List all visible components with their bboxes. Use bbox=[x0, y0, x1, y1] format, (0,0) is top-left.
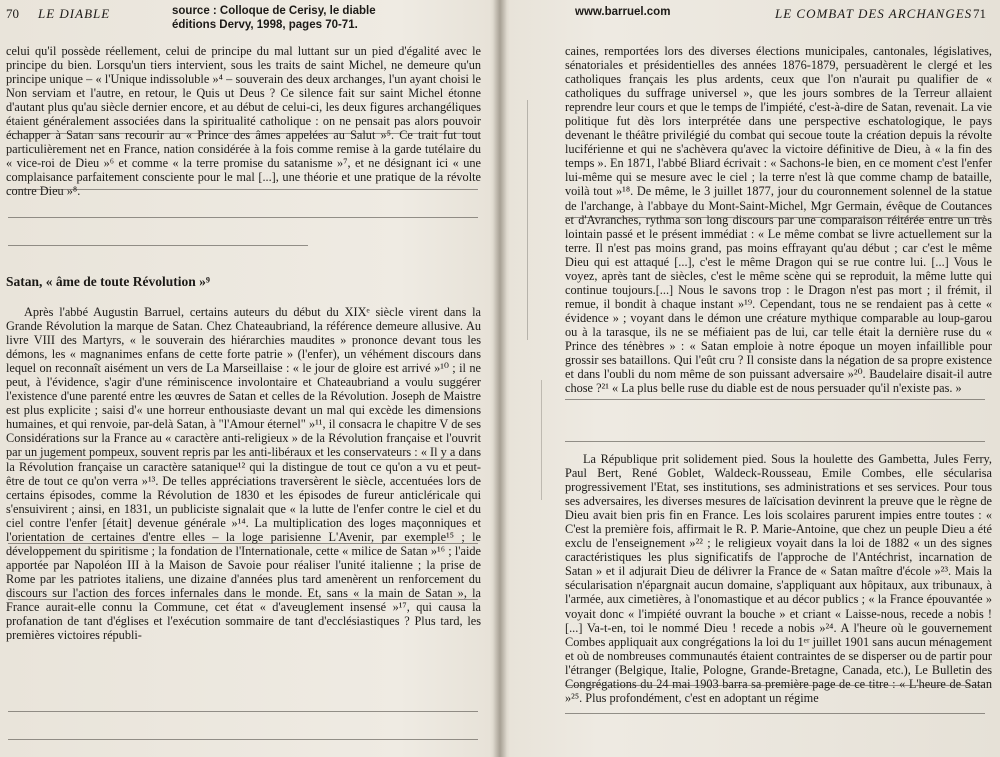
pencil-underline bbox=[565, 217, 985, 218]
right-header bbox=[505, 4, 1000, 38]
margin-pencil-line bbox=[527, 100, 528, 340]
left-header bbox=[0, 4, 495, 38]
right-running-head: LE COMBAT DES ARCHANGES bbox=[775, 6, 973, 21]
pencil-underline bbox=[565, 713, 985, 714]
margin-pencil-line bbox=[541, 380, 542, 500]
left-running-head: LE DIABLE bbox=[38, 6, 111, 21]
source-note: source : Colloque de Cerisy, le diable éditions Dervy, 1998, pages 70-71. bbox=[172, 5, 376, 31]
right-page-number: 71 bbox=[973, 6, 986, 21]
pencil-underline bbox=[8, 133, 478, 134]
pencil-underline bbox=[8, 459, 478, 460]
right-paragraph-1: caines, remportées lors des diverses élections municipales, cantonales, législatives, sénatoriales et présidentielles des années 1876-1879, persuadèrent le clergé et les catholiques français les plus ardents, ceux que l'on n'aurait pu qualifier de « catholiques du suffrage universel », que les jours sombres de la Terreur allaient reprendre leur cours et que le temps de l'impiété, c'est-à-dire de Satan, revenait. La vie politique fut dès lors interprétée dans une perspective eschatologique, le pays devenant le théâtre privilégié du combat qui secoue toute la création depuis la révolte luciférienne et qui ne s'achèvera qu'avec la victoire définitive de Dieu, à « la fin des temps ». En 1871, l'abbé Bliard écrivait : « Sachons-le bien, en ce moment c'est l'enfer lui-même qui se mesure avec le ciel ; la terre n'est là que comme champ de bataille, voilà tout »¹⁸. De même, le 3 juillet 1877, jour du couronnement solennel de la statue de l'archange, à l'abbaye du Mont-Saint-Michel, Mgr Germain, évêque de Coutances et d'Avranches, rythma son long discours par une comparaison réitérée entre un très lointain passé et le présent immédiat : « Le même combat se livre actuellement sur la terre. Il n'est pas moins grand, pas moins effrayant qu'au début ; car c'est le même Dieu qui est attaqué [...], c'est le même Dragon qui se rue contre lui. [...] Vous le voyez, après tant de siècles, c'est le même scène qui se reproduit, la même lutte qui continue toujours.[...] Nous le savons trop : le Dragon n'est pas mort ; il frémit, il remue, il bondit à chaque instant »¹⁹. Cependant, tous ne se rendaient pas à cette « évidence » ; voyant dans le démon une créature mythique comparable au loup-garou ou à la tarasque, ils ne se méfiaient pas de lui, car telle était la dernière ruse du « Prince des ténèbres » : « Satan emploie à notre époque un moyen infaillible pour grossir ses bataillons. Qui l'eût cru ? Il consiste dans la négation de sa propre existence et dans l'oubli du nom même de son puissant adversaire »²⁰. Baudelaire disait-il autre chose ?²¹ « La plus belle ruse du diable est de nous persuader qu'il n'existe pas. » bbox=[565, 44, 992, 396]
pencil-underline bbox=[8, 189, 478, 190]
pencil-underline bbox=[8, 245, 308, 246]
left-main-paragraph: Après l'abbé Augustin Barruel, certains auteurs du début du XIXᵉ siècle virent dans la Grande Révolution la marque de Satan. Chez Chateaubriand, la référence demeure allusive. Au livre VIII des Martyrs, « le souverain des hiérarchies maudites » prononce devant tous les démons, les « magnanimes enfans de cette forte patrie » (l'enfer), un véhément discours dans lequel on reconnaît aisément un vers de La Marseillaise : « le jour de gloire est arrivé »¹⁰ ; il ne peut, à l'évidence, s'agir d'une réminiscence involontaire et Chateaubriand a voulu suggérer l'existence d'une parenté entre les œuvres de Satan et celles de la Révolution. Joseph de Maistre est plus explicite ; saisi d'« une horreur enthousiaste devant un mal qui excède les dimensions humaines, et qui renvoie, par-delà Satan, à "l'Amour éternel" »¹¹, il consacra le chapitre V de ses Considérations sur la France au « caractère anti-religieux » de la Révolution française et l'ouvrit par un jugement pompeux, souvent repris par les anti-libéraux et les conservateurs : « Il y a dans la Révolution française un caractère satanique¹² qui la distingue de tout ce qu'on a vu et peut-être de tout ce qu'on verra »¹³. De telles appréciations traversèrent le siècle, accentuées lors de certains épisodes, comme la Révolution de 1830 et les épisodes de fureur anticléricale qui s'ensuivirent ; ainsi, en 1831, un publiciste signalait que « la lutte de l'enfer contre le ciel et du ciel contre l'enfer [était] devenue générale »¹⁴. La multiplication des loges maçonniques et l'orientation de certaines d'entre elles – la loge parisienne L'Avenir, par exemple¹⁵ ; le développement du spiritisme ; la fondation de l'Internationale, cette « milice de Satan »¹⁶ ; l'aide apportée par Napoléon III à la Maison de Savoie pour réaliser l'unité italienne ; la prise de Rome par les patriotes italiens, une dizaine d'années plus tard amenèrent un renforcement du discours sur l'action des forces infernales dans le monde. Et, sans « la main de Satan », la France aurait-elle connu la Commune, cet état « d'aveuglement insensé »¹⁷, qui causa la profanation de tant d'églises et l'exécution sommaire de tant d'ecclésiastiques ? Plus tard, les premières victoires républi- bbox=[6, 305, 481, 643]
section-title: Satan, « âme de toute Révolution »⁹ bbox=[6, 274, 210, 289]
left-intro-paragraph: celui qu'il possède réellement, celui de principe du mal luttant sur un pied d'égalité avec le principe du bien. Lorsqu'un tiers intervient, sous les traits de saint Michel, ne demeure qu'un principe unique – « l'Unique indissoluble »⁴ – souverain des deux archanges, l'un ayant choisi le Non serviam et l'autre, en retour, le Quis ut Deus ? Ce silence fait sur saint Michel étonne d'autant plus qu'au siècle dernier encore, et au début de celui-ci, les deux figures archangéliques étaient généralement associées dans la spiritualité catholique : on ne pensait pas alors pouvoir échapper à Satan sans recourir au « Prince des âmes appelées au Salut »⁵. Ce trait fut tout particulièrement net en France, nation considérée à la fois comme remise à la garde tutélaire du « vice-roi de Dieu »⁶ et comme « la terre promise du satanisme »⁷, et ne désignant ici « une complaisance parfaitement consciente pour le mal [...], une théorie et une pratique de la révolte contre Dieu »⁸. bbox=[6, 44, 481, 199]
right-page bbox=[505, 0, 1000, 757]
pencil-underline bbox=[8, 711, 478, 712]
pencil-underline bbox=[565, 685, 985, 686]
left-page-number: 70 bbox=[6, 6, 19, 21]
left-intro-text bbox=[6, 44, 481, 244]
right-text-1 bbox=[565, 44, 992, 454]
pencil-underline bbox=[8, 543, 478, 544]
pencil-underline bbox=[8, 217, 478, 218]
right-text-2 bbox=[565, 452, 992, 757]
pencil-underline bbox=[8, 599, 478, 600]
pencil-underline bbox=[8, 739, 478, 740]
right-paragraph-2: La République prit solidement pied. Sous la houlette des Gambetta, Jules Ferry, Paul Bert, René Goblet, Waldeck-Rousseau, Emile Combes, elle sécularisa progressivement l'Etat, ses institutions, ses administrations et ses services. Pour tous ses adversaires, les diverses mesures de laïcisation devinrent la preuve que le règne de Dieu avait bien pris fin en France. Les lois scolaires parurent impies entre toutes : « C'est la première fois, affirmait le R. P. Marie-Antoine, que chez un peuple Dieu a été exclu de l'enseignement »²² ; le religieux voyait dans la loi de 1882 « un des signes caractéristiques les plus significatifs de l'approche de l'Antéchrist, incarnation de Satan » et il adjurait Dieu de délivrer la France de « Satan maître d'école »²³. Mais la sécularisation n'épargnait aucun domaine, s'appliquant aux hôpitaux, aux tribunaux, à l'armée, aux cimetières, à l'onomastique et au décor publics ; « la France épouvantée » voyait donc « l'impiété ouvrant la bouche » et criant « Laisse-nous, recede a nobis ! [...] Va-t-en, toi le nommé Dieu ! recede a nobis »²⁴. A l'heure où le gouvernement Combes appliquait aux congrégations la loi du 1ᵉʳ juillet 1901 sans aucun ménagement et où de nombreuses communautés étaient contraintes de se disperser ou de partir pour l'étranger (Belgique, Italie, Pologne, Grande-Bretagne, Canada, etc.), Le Bulletin des Congrégations du 24 mai 1903 barra sa première page de ce titre : « L'heure de Satan »²⁵. Plus profondément, c'est en adoptant un régime bbox=[565, 452, 992, 705]
site-url: www.barruel.com bbox=[575, 6, 671, 18]
pencil-underline bbox=[565, 441, 985, 442]
left-page bbox=[0, 0, 495, 757]
left-main-text bbox=[6, 305, 481, 755]
pencil-underline bbox=[565, 399, 985, 400]
